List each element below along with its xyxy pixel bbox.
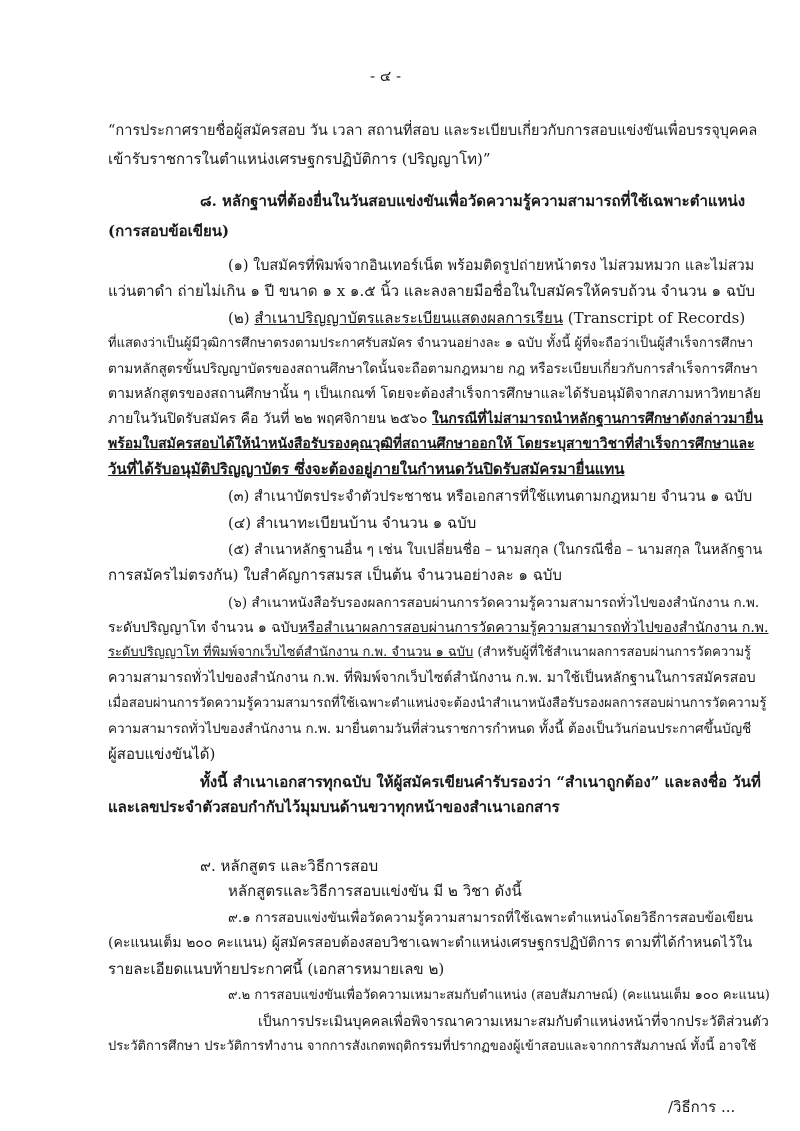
item-6-line-5: เมื่อสอบผ่านการวัดความรู้ความสามารถที่ใช้เฉพาะตำแหน่งจะต้องนำสำเนาหนังสือรับรองผลการสอบผ่านการวัดความรู้ bbox=[108, 696, 767, 711]
item-2-underlined: สำเนาปริญญาบัตรและระเบียนแสดงผลการเรียน bbox=[254, 309, 564, 327]
section-9-1-line-1: ๙.๑ การสอบแข่งขันเพื่อวัดความรู้ความสามารถที่ใช้เฉพาะตำแหน่งโดยวิธีการสอบข้อเขียน bbox=[228, 910, 754, 926]
section-8-heading-cont: (การสอบข้อเขียน) bbox=[108, 222, 230, 240]
page-number: - ๔ - bbox=[370, 67, 402, 85]
item-2-bold-3: วันที่ได้รับอนุมัติปริญญาบัตร ซึ่งจะต้องอยู่ภายในกำหนดวันปิดรับสมัครมายื่นแทน bbox=[108, 460, 625, 478]
continuation-footer: /วิธีการ ... bbox=[668, 1098, 736, 1116]
item-6-rest: (สำหรับผู้ที่ใช้สำเนาผลการสอบผ่านการวัดความรู้ bbox=[473, 645, 752, 660]
item-2-number: (๒) bbox=[228, 309, 250, 327]
item-6-line-4: ความสามารถทั่วไปของสำนักงาน ก.พ. ที่พิมพ์จากเว็บไซต์สำนักงาน ก.พ. มาใช้เป็นหลักฐานในการสมัครสอบ bbox=[108, 670, 756, 686]
section-9-1-line-3: รายละเอียดแนบท้ายประกาศนี้ (เอกสารหมายเลข ๒) bbox=[108, 960, 445, 978]
item-2-bold-2: พร้อมใบสมัครสอบได้ให้นำหนังสือรับรองคุณวุฒิที่สถานศึกษาออกให้ โดยระบุสาขาวิชาที่สำเร็จการศึกษาและ bbox=[108, 436, 755, 452]
section-9-heading: ๙. หลักสูตร และวิธีการสอบ bbox=[200, 857, 379, 875]
item-2-line-1 bbox=[228, 308, 745, 328]
item-5-line-2: การสมัครไม่ตรงกัน) ใบสำคัญการสมรส เป็นต้น จำนวนอย่างละ ๑ ฉบับ bbox=[108, 566, 562, 584]
certify-line-2: และเลขประจำตัวสอบกำกับไว้มุมบนด้านขวาทุกหน้าของสำเนาเอกสาร bbox=[108, 798, 560, 816]
section-9-1-line-2: (คะแนนเต็ม ๒๐๐ คะแนน) ผู้สมัครสอบต้องสอบวิชาเฉพาะตำแหน่งเศรษฐกรปฏิบัติการ ตามที่ได้กำหนดไว้ใน bbox=[108, 935, 753, 951]
item-2-rest: (Transcript of Records) bbox=[563, 309, 746, 327]
item-2-line-2: ที่แสดงว่าเป็นผู้มีวุฒิการศึกษาตรงตามประกาศรับสมัคร จำนวนอย่างละ ๑ ฉบับ ทั้งนี้ ผู้ที่จะถือว่าเป็นผู้สำเร็จการศึกษา bbox=[108, 336, 754, 351]
item-2-deadline: ภายในวันปิดรับสมัคร คือ วันที่ ๒๒ พฤศจิกายน ๒๕๖๐ bbox=[108, 411, 432, 427]
item-6-line-3 bbox=[108, 643, 751, 663]
item-2-line-4: ตามหลักสูตรของสถานศึกษานั้น ๆ เป็นเกณฑ์ โดยจะต้องสำเร็จการศึกษาและได้รับอนุมัติจากสภามหาวิทยาลัย bbox=[108, 386, 761, 402]
title-quote-line-1: “การประกาศรายชื่อผู้สมัครสอบ วัน เวลา สถานที่สอบ และระเบียบเกี่ยวกับการสอบแข่งขันเพื่อบรรจุบุคคล bbox=[108, 123, 758, 139]
item-4: (๔) สำเนาทะเบียนบ้าน จำนวน ๑ ฉบับ bbox=[228, 514, 477, 532]
item-6-line-2 bbox=[108, 618, 768, 638]
section-9-2-line-3: ประวัติการศึกษา ประวัติการทำงาน จากการสังเกตพฤติกรรมที่ปรากฏของผู้เข้าสอบและจากการสัมภาษณ์ ทั้งนี้ อาจใช้ bbox=[108, 1039, 757, 1054]
item-6-plain: ระดับปริญญาโท จำนวน ๑ ฉบับ bbox=[108, 620, 299, 636]
section-9-2-line-2: เป็นการประเมินบุคคลเพื่อพิจารณาความเหมาะสมกับตำแหน่งหน้าที่จากประวัติส่วนตัว bbox=[258, 1014, 769, 1030]
item-3: (๓) สำเนาบัตรประจำตัวประชาชน หรือเอกสารที่ใช้แทนตามกฎหมาย จำนวน ๑ ฉบับ bbox=[228, 489, 753, 505]
item-6-underlined-2: ระดับปริญญาโท ที่พิมพ์จากเว็บไซต์สำนักงาน ก.พ. จำนวน ๑ ฉบับ bbox=[108, 645, 474, 660]
item-2-bold-1: ในกรณีที่ไม่สามารถนำหลักฐานการศึกษาดังกล่าวมายื่น bbox=[431, 411, 764, 427]
item-6-line-6: ความสามารถทั่วไปของสำนักงาน ก.พ. มายื่นตามวันที่ส่วนราชการกำหนด ทั้งนี้ ต้องเป็นวันก่อนประกาศขึ้นบัญชี bbox=[108, 721, 752, 737]
title-quote-line-2: เข้ารับราชการในตำแหน่งเศรษฐกรปฏิบัติการ (ปริญญาโท)” bbox=[108, 150, 491, 168]
item-6-line-7: ผู้สอบแข่งขันได้) bbox=[108, 745, 216, 763]
section-8-heading: ๘. หลักฐานที่ต้องยื่นในวันสอบแข่งขันเพื่อวัดความรู้ความสามารถที่ใช้เฉพาะตำแหน่ง bbox=[200, 192, 746, 210]
item-6-underlined-1: หรือสำเนาผลการสอบผ่านการวัดความรู้ความสามารถทั่วไปของสำนักงาน ก.พ. bbox=[298, 620, 769, 636]
section-9-intro: หลักสูตรและวิธีการสอบแข่งขัน มี ๒ วิชา ดังนี้ bbox=[228, 882, 522, 900]
item-6-line-1: (๖) สำเนาหนังสือรับรองผลการสอบผ่านการวัดความรู้ความสามารถทั่วไปของสำนักงาน ก.พ. bbox=[228, 595, 760, 611]
item-5-line-1: (๕) สำเนาหลักฐานอื่น ๆ เช่น ใบเปลี่ยนชื่อ – นามสกุล (ในกรณีชื่อ – นามสกุล ในหลักฐาน bbox=[228, 542, 763, 558]
section-9-2-line-1: ๙.๒ การสอบแข่งขันเพื่อวัดความเหมาะสมกับตำแหน่ง (สอบสัมภาษณ์) (คะแนนเต็ม ๑๐๐ คะแนน) bbox=[228, 988, 770, 1003]
certify-line-1: ทั้งนี้ สำเนาเอกสารทุกฉบับ ให้ผู้สมัครเขียนคำรับรองว่า “สำเนาถูกต้อง” และลงชื่อ วันที่ bbox=[200, 773, 761, 791]
item-2-line-3: ตามหลักสูตรขั้นปริญญาบัตรของสถานศึกษาใดนั้นจะถือตามกฎหมาย กฎ หรือระเบียบเกี่ยวกับการสำเร็จการศึกษา bbox=[108, 361, 758, 377]
item-1-line-1: (๑) ใบสมัครที่พิมพ์จากอินเทอร์เน็ต พร้อมติดรูปถ่ายหน้าตรง ไม่สวมหมวก และไม่สวม bbox=[228, 258, 755, 274]
item-1-line-2: แว่นตาดำ ถ่ายไม่เกิน ๑ ปี ขนาด ๑ x ๑.๕ นิ้ว และลงลายมือชื่อในใบสมัครให้ครบถ้วน จำนวน ๑ ฉบับ bbox=[108, 282, 756, 300]
item-2-line-5 bbox=[108, 409, 763, 429]
